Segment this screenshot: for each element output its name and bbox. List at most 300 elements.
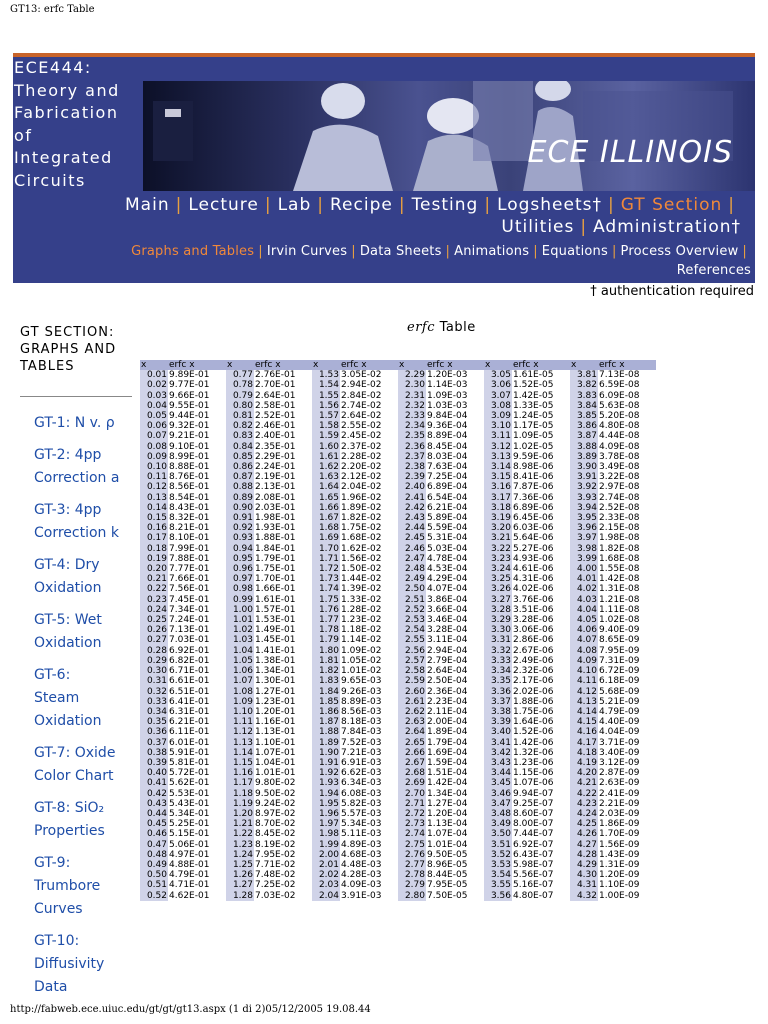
erfc-value-cell: 4.88E-01 xyxy=(169,859,210,870)
erfc-value-cell: 8.89E-04 xyxy=(427,431,468,442)
sidebar-link-line: GT-5: Wet xyxy=(34,612,102,628)
erfc-value-cell: 1.57E-01 xyxy=(255,604,296,615)
table-row xyxy=(140,860,656,870)
erfc-value-cell: 9.10E-01 xyxy=(169,441,210,452)
table-title-word: Table xyxy=(439,320,476,335)
x-value-cell: 1.27 xyxy=(226,880,254,890)
erfc-value-cell: 6.45E-06 xyxy=(513,513,554,524)
x-value-cell: 3.33 xyxy=(484,656,512,666)
nav-link-gt-section[interactable]: GT Section xyxy=(620,195,723,215)
x-value-cell: 1.75 xyxy=(312,595,340,605)
erfc-value-cell: 4.89E-03 xyxy=(341,839,382,850)
erfc-value-cell: 1.86E-09 xyxy=(599,819,640,830)
x-value-cell: 4.27 xyxy=(570,840,598,850)
x-value-cell: 0.52 xyxy=(140,891,168,901)
x-value-cell: 0.02 xyxy=(140,380,168,390)
x-value-cell: 3.24 xyxy=(484,564,512,574)
x-value-cell: 1.80 xyxy=(312,646,340,656)
x-value-cell: 2.58 xyxy=(398,666,426,676)
sidebar-link-gt-10[interactable] xyxy=(34,930,144,999)
erfc-value-cell: 1.10E-09 xyxy=(599,880,640,891)
table-row xyxy=(140,840,656,850)
x-value-cell: 2.37 xyxy=(398,452,426,462)
erfc-value-cell: 5.57E-03 xyxy=(341,808,382,819)
x-value-cell: 2.33 xyxy=(398,411,426,421)
x-value-cell: 3.36 xyxy=(484,687,512,697)
x-value-cell: 1.59 xyxy=(312,431,340,441)
erfc-value-cell: 4.02E-06 xyxy=(513,584,554,595)
x-value-cell: 4.32 xyxy=(570,891,598,901)
erfc-value-cell: 9.36E-04 xyxy=(427,421,468,432)
erfc-value-cell: 2.76E-01 xyxy=(255,370,296,381)
erfc-value-cell: 2.08E-01 xyxy=(255,492,296,503)
erfc-value-cell: 1.50E-02 xyxy=(341,564,382,575)
erfc-value-cell: 5.20E-08 xyxy=(599,411,640,422)
x-value-cell: 0.09 xyxy=(140,452,168,462)
erfc-value-cell: 9.55E-01 xyxy=(169,400,210,411)
site-banner xyxy=(13,57,755,194)
erfc-value-cell: 2.29E-01 xyxy=(255,451,296,462)
erfc-value-cell: 1.23E-06 xyxy=(513,757,554,768)
erfc-value-cell: 6.21E-04 xyxy=(427,502,468,513)
x-value-cell: 1.13 xyxy=(226,738,254,748)
x-value-cell: 0.07 xyxy=(140,431,168,441)
erfc-value-cell: 7.25E-04 xyxy=(427,472,468,483)
course-title-line: Circuits xyxy=(14,170,86,190)
erfc-value-cell: 7.36E-06 xyxy=(513,492,554,503)
nav-link-equations[interactable]: Equations xyxy=(541,244,608,259)
x-value-cell: 2.04 xyxy=(312,891,340,901)
x-value-cell: 4.22 xyxy=(570,789,598,799)
sidebar-link-gt-7[interactable] xyxy=(34,742,144,788)
x-value-cell: 3.87 xyxy=(570,431,598,441)
x-value-cell: 0.35 xyxy=(140,717,168,727)
erfc-value-cell: 1.13E-01 xyxy=(255,727,296,738)
x-value-cell: 2.71 xyxy=(398,799,426,809)
x-value-cell: 4.06 xyxy=(570,625,598,635)
erfc-value-cell: 1.66E-01 xyxy=(255,584,296,595)
erfc-value-cell: 7.95E-02 xyxy=(255,849,296,860)
x-value-cell: 3.47 xyxy=(484,799,512,809)
sidebar-link-line: GT-6: xyxy=(34,667,71,683)
erfc-value-cell: 5.59E-04 xyxy=(427,523,468,534)
table-row xyxy=(140,625,656,635)
erfc-value-cell: 8.45E-02 xyxy=(255,829,296,840)
erfc-value-cell: 2.50E-04 xyxy=(427,676,468,687)
sidebar-link-line: GT-10: xyxy=(34,933,80,949)
nav-link-administration[interactable]: Administration† xyxy=(593,217,741,237)
x-value-cell: 3.12 xyxy=(484,442,512,452)
x-value-cell: 0.83 xyxy=(226,431,254,441)
x-value-cell: 0.25 xyxy=(140,615,168,625)
x-value-cell: 0.22 xyxy=(140,584,168,594)
nav-link-graphs-and-tables[interactable]: Graphs and Tables xyxy=(131,244,255,259)
main-navigation xyxy=(13,194,755,241)
x-value-cell: 3.38 xyxy=(484,707,512,717)
erfc-value-cell: 2.28E-02 xyxy=(341,451,382,462)
erfc-value-cell: 7.48E-02 xyxy=(255,870,296,881)
erfc-value-cell: 4.29E-04 xyxy=(427,574,468,585)
erfc-value-cell: 6.92E-01 xyxy=(169,645,210,656)
x-value-cell: 0.19 xyxy=(140,554,168,564)
erfc-value-cell: 1.32E-06 xyxy=(513,747,554,758)
nav-link-references[interactable]: References xyxy=(676,263,751,278)
erfc-value-cell: 4.40E-09 xyxy=(599,717,640,728)
x-value-cell: 3.54 xyxy=(484,870,512,880)
erfc-value-cell: 6.89E-04 xyxy=(427,482,468,493)
erfc-value-cell: 5.62E-01 xyxy=(169,778,210,789)
x-value-cell: 2.50 xyxy=(398,584,426,594)
x-value-cell: 4.12 xyxy=(570,687,598,697)
x-value-cell: 3.46 xyxy=(484,789,512,799)
erfc-value-cell: 4.79E-01 xyxy=(169,870,210,881)
table-header-cell: x xyxy=(226,360,254,370)
table-row xyxy=(140,891,656,901)
erfc-value-cell: 7.44E-07 xyxy=(513,829,554,840)
erfc-value-cell: 1.02E-05 xyxy=(513,441,554,452)
erfc-value-cell: 8.76E-01 xyxy=(169,472,210,483)
print-header: GT13: erfc Table xyxy=(10,4,95,15)
erfc-value-cell: 5.06E-01 xyxy=(169,839,210,850)
sidebar-link-gt-1[interactable] xyxy=(34,412,144,435)
x-value-cell: 2.79 xyxy=(398,880,426,890)
x-value-cell: 1.56 xyxy=(312,401,340,411)
x-value-cell: 1.02 xyxy=(226,625,254,635)
x-value-cell: 2.77 xyxy=(398,860,426,870)
nav-link-animations[interactable]: Animations xyxy=(454,244,530,259)
x-value-cell: 2.65 xyxy=(398,738,426,748)
x-value-cell: 2.36 xyxy=(398,442,426,452)
table-row xyxy=(140,768,656,778)
x-value-cell: 1.57 xyxy=(312,411,340,421)
table-header-cell: x xyxy=(398,360,426,370)
x-value-cell: 1.01 xyxy=(226,615,254,625)
x-value-cell: 2.38 xyxy=(398,462,426,472)
x-value-cell: 3.34 xyxy=(484,666,512,676)
nav-link-irvin-curves[interactable]: Irvin Curves xyxy=(266,244,348,259)
x-value-cell: 3.84 xyxy=(570,401,598,411)
x-value-cell: 2.46 xyxy=(398,544,426,554)
x-value-cell: 1.55 xyxy=(312,391,340,401)
nav-separator: | xyxy=(608,195,615,215)
erfc-value-cell: 1.34E-01 xyxy=(255,666,296,677)
sidebar-link-line: Correction k xyxy=(34,525,119,541)
erfc-value-cell: 9.50E-02 xyxy=(255,788,296,799)
erfc-value-cell: 1.61E-01 xyxy=(255,594,296,605)
erfc-value-cell: 4.07E-04 xyxy=(427,584,468,595)
nav-separator: | xyxy=(580,217,588,237)
x-value-cell: 4.26 xyxy=(570,829,598,839)
erfc-value-cell: 5.81E-01 xyxy=(169,757,210,768)
table-header-cell: erfc x xyxy=(254,360,312,370)
sidebar-link-gt-4[interactable] xyxy=(34,554,144,600)
sidebar-link-gt-6[interactable] xyxy=(34,664,144,733)
erfc-value-cell: 7.56E-01 xyxy=(169,584,210,595)
x-value-cell: 2.74 xyxy=(398,829,426,839)
x-value-cell: 0.41 xyxy=(140,778,168,788)
x-value-cell: 0.89 xyxy=(226,493,254,503)
erfc-value-cell: 8.43E-01 xyxy=(169,502,210,513)
erfc-value-cell: 4.48E-03 xyxy=(341,859,382,870)
table-row xyxy=(140,391,656,401)
table-row xyxy=(140,370,656,380)
erfc-value-cell: 5.27E-06 xyxy=(513,543,554,554)
erfc-value-cell: 2.33E-08 xyxy=(599,513,640,524)
sidebar-link-gt-3[interactable] xyxy=(34,499,144,545)
course-title-line: Theory and xyxy=(14,80,120,100)
erfc-value-cell: 9.66E-01 xyxy=(169,390,210,401)
erfc-value-cell: 9.32E-01 xyxy=(169,421,210,432)
x-value-cell: 4.14 xyxy=(570,707,598,717)
erfc-value-cell: 3.05E-02 xyxy=(341,370,382,381)
erfc-value-cell: 2.74E-08 xyxy=(599,492,640,503)
sidebar-links xyxy=(34,412,144,1008)
x-value-cell: 4.05 xyxy=(570,615,598,625)
erfc-value-cell: 1.98E-01 xyxy=(255,513,296,524)
x-value-cell: 2.01 xyxy=(312,860,340,870)
erfc-value-cell: 1.96E-02 xyxy=(341,492,382,503)
x-value-cell: 1.60 xyxy=(312,442,340,452)
x-value-cell: 2.70 xyxy=(398,789,426,799)
erfc-value-cell: 7.63E-04 xyxy=(427,462,468,473)
sidebar-divider xyxy=(20,396,132,397)
erfc-value-cell: 2.74E-02 xyxy=(341,400,382,411)
nav-link-lab[interactable]: Lab xyxy=(277,195,312,215)
nav-link-utilities[interactable]: Utilities xyxy=(501,217,575,237)
x-value-cell: 1.11 xyxy=(226,717,254,727)
x-value-cell: 2.02 xyxy=(312,870,340,880)
sidebar-link-line: GT-9: xyxy=(34,855,71,871)
erfc-value-cell: 9.94E-07 xyxy=(513,788,554,799)
x-value-cell: 1.58 xyxy=(312,421,340,431)
erfc-value-cell: 7.99E-01 xyxy=(169,543,210,554)
nav-link-lecture[interactable]: Lecture xyxy=(188,195,259,215)
x-value-cell: 4.00 xyxy=(570,564,598,574)
erfc-value-cell: 2.49E-06 xyxy=(513,655,554,666)
table-row xyxy=(140,472,656,482)
erfc-value-cell: 2.94E-04 xyxy=(427,645,468,656)
x-value-cell: 0.43 xyxy=(140,799,168,809)
erfc-value-cell: 8.21E-01 xyxy=(169,523,210,534)
erfc-value-cell: 8.65E-09 xyxy=(599,635,640,646)
erfc-value-cell: 7.03E-02 xyxy=(255,890,296,901)
x-value-cell: 0.51 xyxy=(140,880,168,890)
x-value-cell: 0.77 xyxy=(226,370,254,380)
sidebar-link-gt-2[interactable] xyxy=(34,444,144,490)
x-value-cell: 3.45 xyxy=(484,778,512,788)
erfc-value-cell: 2.03E-09 xyxy=(599,808,640,819)
erfc-value-cell: 1.56E-02 xyxy=(341,553,382,564)
x-value-cell: 3.97 xyxy=(570,533,598,543)
x-value-cell: 3.40 xyxy=(484,727,512,737)
x-value-cell: 3.53 xyxy=(484,860,512,870)
table-row xyxy=(140,666,656,676)
x-value-cell: 1.06 xyxy=(226,666,254,676)
erfc-value-cell: 2.36E-04 xyxy=(427,686,468,697)
sidebar-link-line: Curves xyxy=(34,901,83,917)
erfc-value-cell: 1.68E-02 xyxy=(341,533,382,544)
table-row xyxy=(140,452,656,462)
x-value-cell: 2.29 xyxy=(398,370,426,380)
nav-link-main[interactable]: Main xyxy=(125,195,170,215)
x-value-cell: 3.83 xyxy=(570,391,598,401)
x-value-cell: 2.59 xyxy=(398,676,426,686)
x-value-cell: 2.80 xyxy=(398,891,426,901)
erfc-value-cell: 1.23E-01 xyxy=(255,696,296,707)
nav-link-logsheets[interactable]: Logsheets† xyxy=(497,195,602,215)
x-value-cell: 3.55 xyxy=(484,880,512,890)
nav-link-recipe[interactable]: Recipe xyxy=(330,195,393,215)
erfc-value-cell: 1.75E-01 xyxy=(255,564,296,575)
sub-nav-row-2 xyxy=(677,263,751,278)
sub-navigation xyxy=(13,241,755,283)
x-value-cell: 3.17 xyxy=(484,493,512,503)
sidebar-link-line: GT-1: N v. ρ xyxy=(34,415,115,431)
table-row xyxy=(140,401,656,411)
x-value-cell: 1.90 xyxy=(312,748,340,758)
erfc-value-cell: 2.17E-06 xyxy=(513,676,554,687)
erfc-value-cell: 3.71E-09 xyxy=(599,737,640,748)
erfc-value-cell: 2.52E-01 xyxy=(255,411,296,422)
erfc-value-cell: 1.24E-05 xyxy=(513,411,554,422)
erfc-value-cell: 1.51E-04 xyxy=(427,768,468,779)
x-value-cell: 2.44 xyxy=(398,523,426,533)
table-row xyxy=(140,819,656,829)
x-value-cell: 1.22 xyxy=(226,829,254,839)
x-value-cell: 0.94 xyxy=(226,544,254,554)
x-value-cell: 3.15 xyxy=(484,472,512,482)
x-value-cell: 3.96 xyxy=(570,523,598,533)
x-value-cell: 1.62 xyxy=(312,462,340,472)
x-value-cell: 0.03 xyxy=(140,391,168,401)
x-value-cell: 0.10 xyxy=(140,462,168,472)
sidebar-link-line: GT-8: SiO₂ xyxy=(34,800,105,816)
erfc-value-cell: 1.34E-04 xyxy=(427,788,468,799)
erfc-value-cell: 5.89E-04 xyxy=(427,513,468,524)
x-value-cell: 3.98 xyxy=(570,544,598,554)
x-value-cell: 0.33 xyxy=(140,697,168,707)
erfc-value-cell: 6.18E-09 xyxy=(599,676,640,687)
erfc-value-cell: 9.26E-03 xyxy=(341,686,382,697)
erfc-value-cell: 1.38E-01 xyxy=(255,655,296,666)
x-value-cell: 3.49 xyxy=(484,819,512,829)
erfc-value-cell: 1.79E-01 xyxy=(255,553,296,564)
erfc-value-cell: 5.11E-03 xyxy=(341,829,382,840)
x-value-cell: 1.88 xyxy=(312,727,340,737)
x-value-cell: 0.49 xyxy=(140,860,168,870)
erfc-value-cell: 4.80E-07 xyxy=(513,890,554,901)
erfc-value-cell: 2.40E-01 xyxy=(255,431,296,442)
erfc-value-cell: 4.61E-06 xyxy=(513,564,554,575)
x-value-cell: 0.28 xyxy=(140,646,168,656)
table-row xyxy=(140,697,656,707)
erfc-value-cell: 1.88E-01 xyxy=(255,533,296,544)
table-row xyxy=(140,513,656,523)
x-value-cell: 1.77 xyxy=(312,615,340,625)
erfc-value-cell: 1.98E-08 xyxy=(599,533,640,544)
table-header-cell: x xyxy=(484,360,512,370)
nav-separator: | xyxy=(398,195,406,215)
erfc-value-cell: 2.70E-01 xyxy=(255,380,296,391)
x-value-cell: 2.35 xyxy=(398,431,426,441)
x-value-cell: 0.86 xyxy=(226,462,254,472)
x-value-cell: 1.82 xyxy=(312,666,340,676)
sidebar-link-gt-9[interactable] xyxy=(34,852,144,921)
x-value-cell: 0.84 xyxy=(226,442,254,452)
table-row xyxy=(140,523,656,533)
erfc-value-cell: 6.51E-01 xyxy=(169,686,210,697)
x-value-cell: 0.15 xyxy=(140,513,168,523)
erfc-value-cell: 1.44E-02 xyxy=(341,574,382,585)
nav-link-data-sheets[interactable]: Data Sheets xyxy=(359,244,442,259)
sidebar-link-gt-8[interactable] xyxy=(34,797,144,843)
x-value-cell: 3.95 xyxy=(570,513,598,523)
nav-separator: | xyxy=(484,195,492,215)
erfc-value-cell: 1.75E-06 xyxy=(513,706,554,717)
x-value-cell: 2.30 xyxy=(398,380,426,390)
erfc-value-cell: 1.62E-02 xyxy=(341,543,382,554)
erfc-value-cell: 2.23E-04 xyxy=(427,696,468,707)
sidebar-link-line: Properties xyxy=(34,823,105,839)
erfc-value-cell: 1.01E-02 xyxy=(341,666,382,677)
x-value-cell: 3.48 xyxy=(484,809,512,819)
x-value-cell: 0.06 xyxy=(140,421,168,431)
erfc-value-cell: 8.89E-03 xyxy=(341,696,382,707)
nav-link-process-overview[interactable]: Process Overview xyxy=(620,244,739,259)
sidebar-link-line: Color Chart xyxy=(34,768,114,784)
sidebar-link-line: Oxidation xyxy=(34,580,102,596)
x-value-cell: 1.89 xyxy=(312,738,340,748)
x-value-cell: 2.63 xyxy=(398,717,426,727)
x-value-cell: 1.20 xyxy=(226,809,254,819)
x-value-cell: 0.85 xyxy=(226,452,254,462)
x-value-cell: 2.32 xyxy=(398,401,426,411)
erfc-value-cell: 8.10E-01 xyxy=(169,533,210,544)
erfc-value-cell: 4.04E-09 xyxy=(599,727,640,738)
erfc-value-cell: 8.56E-01 xyxy=(169,482,210,493)
sidebar-link-gt-5[interactable] xyxy=(34,609,144,655)
x-value-cell: 1.05 xyxy=(226,656,254,666)
erfc-value-cell: 7.95E-05 xyxy=(427,880,468,891)
nav-separator: | xyxy=(317,195,324,215)
x-value-cell: 4.03 xyxy=(570,595,598,605)
x-value-cell: 2.39 xyxy=(398,472,426,482)
nav-link-testing[interactable]: Testing xyxy=(411,195,479,215)
x-value-cell: 1.61 xyxy=(312,452,340,462)
table-row xyxy=(140,544,656,554)
table-row xyxy=(140,503,656,513)
erfc-value-cell: 1.04E-01 xyxy=(255,757,296,768)
erfc-value-cell: 9.89E-01 xyxy=(169,370,210,381)
x-value-cell: 0.24 xyxy=(140,605,168,615)
x-value-cell: 2.48 xyxy=(398,564,426,574)
table-row xyxy=(140,676,656,686)
table-header-row xyxy=(140,360,656,370)
erfc-value-cell: 9.50E-05 xyxy=(427,849,468,860)
erfc-value-cell: 1.93E-01 xyxy=(255,523,296,534)
erfc-value-cell: 1.21E-08 xyxy=(599,594,640,605)
x-value-cell: 1.93 xyxy=(312,778,340,788)
nav-separator: | xyxy=(728,195,735,215)
x-value-cell: 1.04 xyxy=(226,646,254,656)
erfc-value-cell: 1.88E-06 xyxy=(513,696,554,707)
erfc-value-cell: 9.44E-01 xyxy=(169,411,210,422)
x-value-cell: 0.05 xyxy=(140,411,168,421)
erfc-value-cell: 1.89E-02 xyxy=(341,502,382,513)
table-row xyxy=(140,809,656,819)
erfc-value-cell: 8.56E-03 xyxy=(341,706,382,717)
x-value-cell: 3.94 xyxy=(570,503,598,513)
